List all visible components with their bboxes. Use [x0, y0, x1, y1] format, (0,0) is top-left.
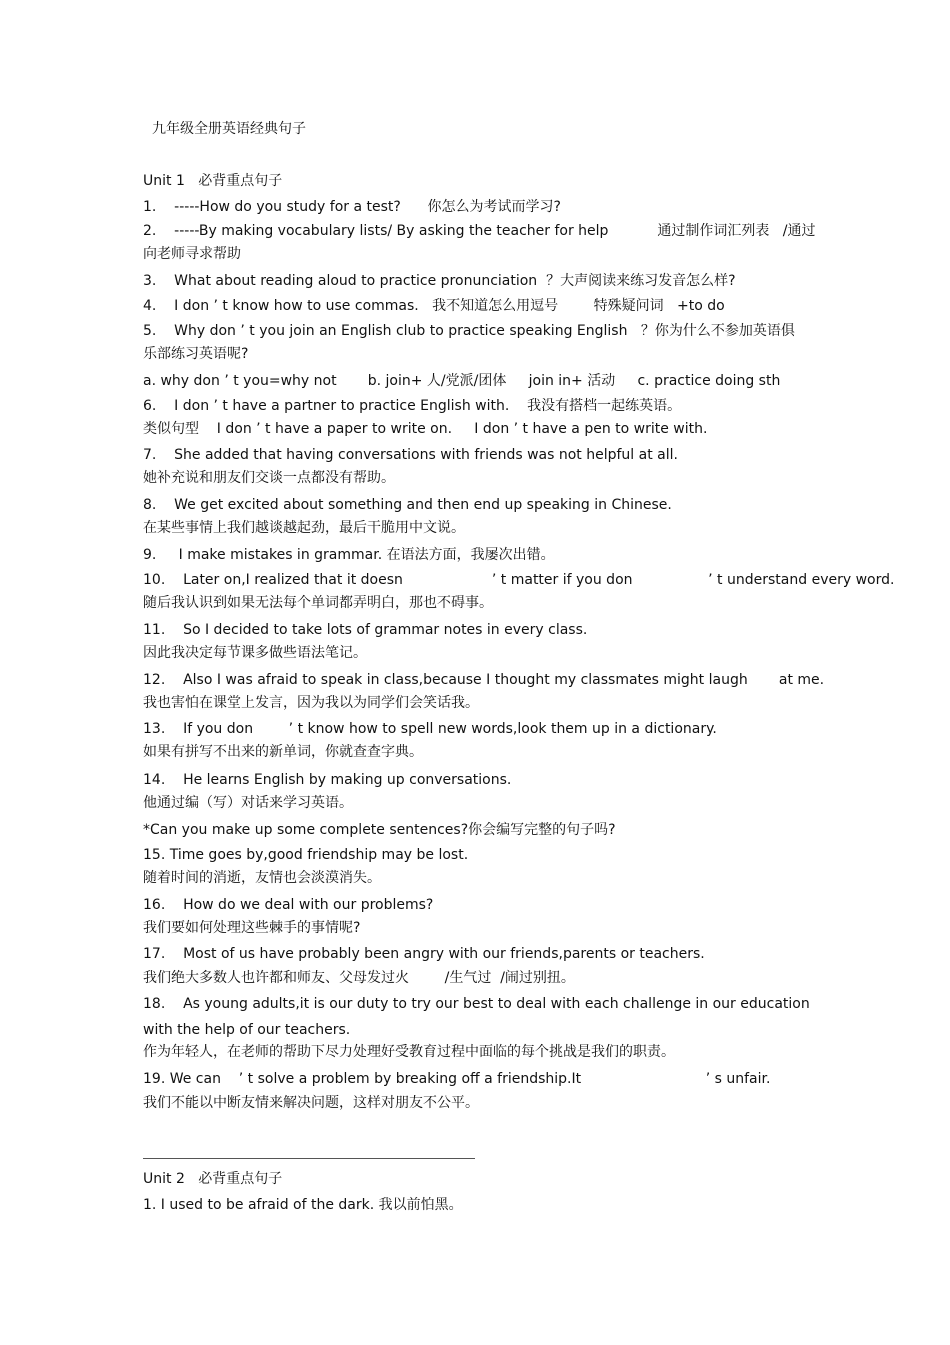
text-line: 10. Later on,I realized that it doesn ’ t matter if you don ’ t understand every word.	[143, 572, 895, 588]
unit1-heading: Unit 1 必背重点句子	[143, 173, 283, 189]
text-line: 13. If you don ’ t know how to spell new words,look them up in a dictionary.	[143, 721, 717, 737]
text-line: 3. What about reading aloud to practice pronunciation ？大声阅读来练习发音怎么样?	[143, 273, 736, 289]
text-line: 他通过编（写）对话来学习英语。	[143, 795, 353, 811]
text-line: 14. He learns English by making up conversations.	[143, 772, 512, 788]
text-line: a. why don ’ t you=why not b. join+ 人/党派/团体 join in+ 活动 c. practice doing sth	[143, 373, 781, 389]
text-line: 如果有拼写不出来的新单词，你就查查字典。	[143, 744, 423, 760]
text-line: 作为年轻人，在老师的帮助下尽力处理好受教育过程中面临的每个挑战是我们的职责。	[143, 1044, 675, 1060]
text-line: 18. As young adults,it is our duty to try our best to deal with each challenge in our education	[143, 996, 810, 1012]
text-line: 在某些事情上我们越谈越起劲，最后干脆用中文说。	[143, 520, 465, 536]
text-line: 我们不能以中断友情来解决问题，这样对朋友不公平。	[143, 1095, 479, 1111]
text-line: 向老师寻求帮助	[143, 246, 241, 262]
text-line: 1. I used to be afraid of the dark. 我以前怕黑。	[143, 1197, 463, 1213]
text-line: 12. Also I was afraid to speak in class,because I thought my classmates might laugh at me.	[143, 672, 825, 688]
text-line: 乐部练习英语呢?	[143, 346, 249, 362]
text-line: 15. Time goes by,good friendship may be lost.	[143, 847, 469, 863]
text-line: 随着时间的消逝，友情也会淡漠消失。	[143, 870, 381, 886]
text-line: 8. We get excited about something and then end up speaking in Chinese.	[143, 497, 672, 513]
text-line: 11. So I decided to take lots of grammar notes in every class.	[143, 622, 588, 638]
text-line: 16. How do we deal with our problems?	[143, 897, 434, 913]
text-line: *Can you make up some complete sentences?你会编写完整的句子吗?	[143, 822, 616, 838]
text-line: 我们绝大多数人也许都和师友、父母发过火 /生气过 /闹过别扭。	[143, 970, 575, 986]
text-line: 7. She added that having conversations with friends was not helpful at all.	[143, 447, 678, 463]
text-line: 1. -----How do you study for a test? 你怎么为考试而学习?	[143, 199, 561, 215]
text-line: 9. I make mistakes in grammar. 在语法方面，我屡次出错。	[143, 547, 555, 563]
text-line: 17. Most of us have probably been angry with our friends,parents or teachers.	[143, 946, 705, 962]
text-line: with the help of our teachers.	[143, 1022, 351, 1038]
text-line: 4. I don ’ t know how to use commas. 我不知道怎么用逗号 特殊疑问词 +to do	[143, 298, 725, 314]
unit2-heading: Unit 2 必背重点句子	[143, 1171, 283, 1187]
text-line: 5. Why don ’ t you join an English club to practice speaking English ？你为什么不参加英语俱	[143, 323, 795, 339]
text-line: 她补充说和朋友们交谈一点都没有帮助。	[143, 470, 395, 486]
text-line: 我也害怕在课堂上发言，因为我以为同学们会笑话我。	[143, 695, 479, 711]
section-divider	[143, 1158, 475, 1159]
text-line: 我们要如何处理这些棘手的事情呢?	[143, 920, 361, 936]
text-line: 2. -----By making vocabulary lists/ By asking the teacher for help 通过制作词汇列表 /通过	[143, 223, 816, 239]
text-line: 19. We can ’ t solve a problem by breaking off a friendship.It ’ s unfair.	[143, 1071, 771, 1087]
text-line: 6. I don ’ t have a partner to practice English with. 我没有搭档一起练英语。	[143, 398, 682, 414]
text-line: 类似句型 I don ’ t have a paper to write on. I don ’ t have a pen to write with.	[143, 421, 708, 437]
text-line: 因此我决定每节课多做些语法笔记。	[143, 645, 367, 661]
text-line: 随后我认识到如果无法每个单词都弄明白，那也不碍事。	[143, 595, 493, 611]
document-title: 九年级全册英语经典句子	[152, 121, 306, 137]
